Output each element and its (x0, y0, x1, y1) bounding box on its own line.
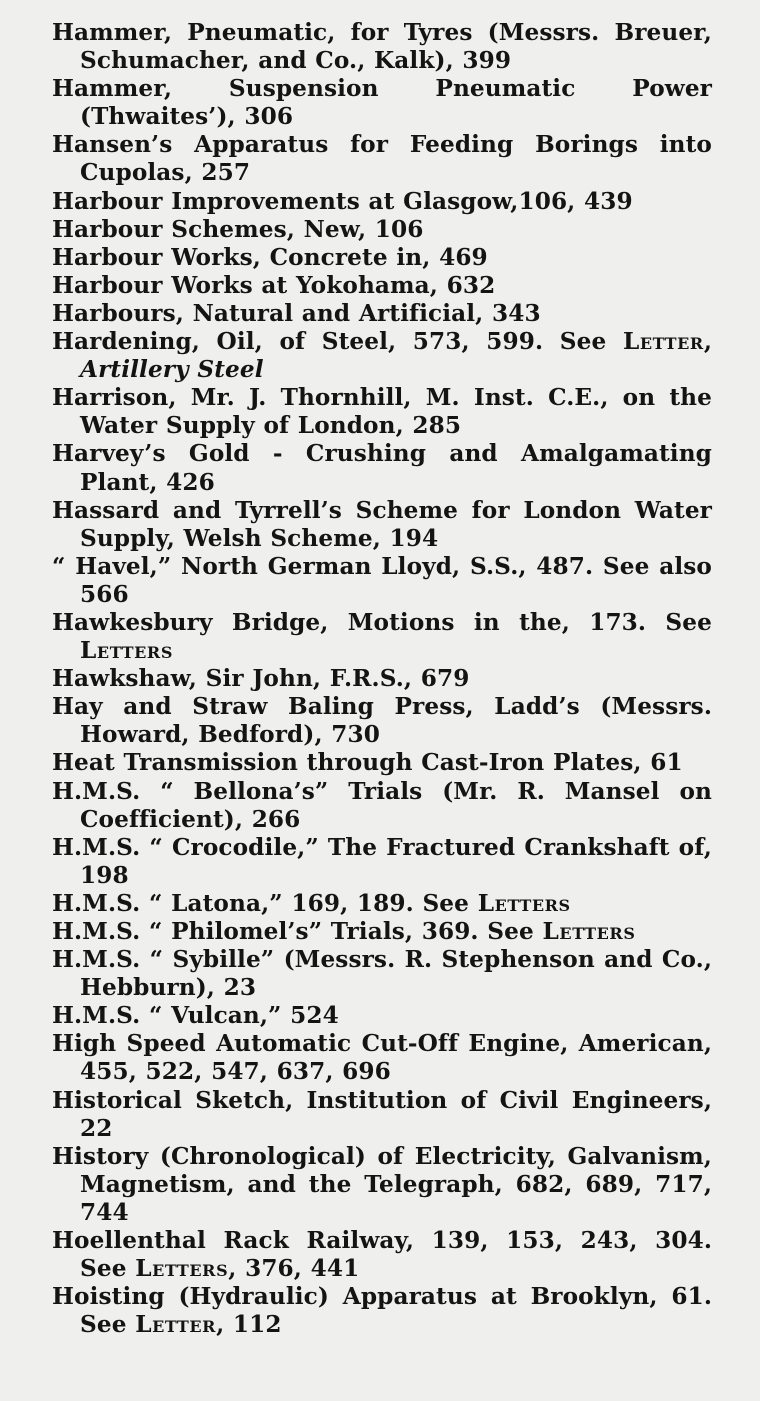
index-entry (52, 1227, 712, 1283)
entry-text: Harbour Works, Concrete in, 469 (52, 243, 488, 271)
entry-text: Harbour Improvements at Glasgow,106, 439 (52, 187, 633, 215)
entry-text: Harbour Schemes, New, 106 (52, 215, 424, 243)
index-entry (52, 609, 712, 665)
index-entry (52, 300, 712, 328)
entry-text: High Speed Automatic Cut-Off Engine, American, 455, 522, 547, 637, 696 (52, 1030, 712, 1086)
index-entry (52, 244, 712, 272)
entry-text: Hammer, Pneumatic, for Tyres (Messrs. Breuer, Schumacher, and Co., Kalk), 399 (52, 19, 712, 75)
entry-text: Hammer, Suspension Pneumatic Power (Thwaites’), 306 (52, 75, 712, 131)
cross-reference-label: Letters (477, 889, 571, 917)
entry-text: , 112 (216, 1311, 282, 1339)
cross-reference-topic: Artillery Steel (80, 356, 264, 384)
cross-reference-label: Letters (80, 637, 173, 665)
entry-text: Harbours, Natural and Artificial, 343 (52, 299, 541, 327)
entry-text: H.M.S. “ Latona,” 169, 189. See (52, 889, 478, 917)
index-entry (52, 1143, 712, 1227)
index-entry (52, 1283, 712, 1339)
entry-text: H.M.S. “ Crocodile,” The Fractured Crankshaft of, 198 (52, 833, 712, 889)
entry-text: , (703, 328, 712, 356)
index-entry-list (52, 19, 712, 1339)
index-entry (52, 890, 712, 918)
cross-reference-label: Letter (135, 1311, 217, 1339)
index-entry (52, 693, 712, 749)
entry-text: Harbour Works at Yokohama, 632 (52, 271, 496, 299)
index-entry (52, 665, 712, 693)
entry-text: Hoellenthal Rack Railway, 139, 153, 243, 304. See (52, 1227, 712, 1283)
index-entry (52, 778, 712, 834)
entry-text: Heat Transmission through Cast-Iron Plates, 61 (52, 749, 683, 777)
index-entry (52, 553, 712, 609)
entry-text: Hoisting (Hydraulic) Apparatus at Brooklyn, 61. See (52, 1283, 712, 1339)
entry-text: , 376, 441 (228, 1255, 360, 1283)
index-entry (52, 1002, 712, 1030)
index-entry (52, 1030, 712, 1086)
cross-reference-label: Letter (622, 328, 704, 356)
entry-text: H.M.S. “ Bellona’s” Trials (Mr. R. Mansel on Coefficient), 266 (52, 777, 712, 833)
entry-text: Hay and Straw Baling Press, Ladd’s (Messrs. Howard, Bedford), 730 (52, 693, 712, 749)
index-entry (52, 188, 712, 216)
index-entry (52, 918, 712, 946)
entry-text: Hansen’s Apparatus for Feeding Borings into Cupolas, 257 (52, 131, 712, 187)
entry-text: H.M.S. “ Sybille” (Messrs. R. Stephenson and Co., Hebburn), 23 (52, 946, 712, 1002)
entry-text: “ Havel,” North German Lloyd, S.S., 487. See also 566 (52, 552, 712, 608)
entry-text: Hardening, Oil, of Steel, 573, 599. See (52, 328, 623, 356)
index-entry (52, 1087, 712, 1143)
entry-text: Harrison, Mr. J. Thornhill, M. Inst. C.E., on the Water Supply of London, 285 (52, 384, 712, 440)
entry-text: Historical Sketch, Institution of Civil Engineers, 22 (52, 1086, 712, 1142)
entry-text: Hawkesbury Bridge, Motions in the, 173. See (52, 608, 712, 636)
index-entry (52, 384, 712, 440)
index-entry (52, 131, 712, 187)
index-entry (52, 328, 712, 384)
index-entry (52, 272, 712, 300)
index-entry (52, 19, 712, 75)
index-entry (52, 75, 712, 131)
entry-text: H.M.S. “ Philomel’s” Trials, 369. See (52, 918, 543, 945)
entry-text: History (Chronological) of Electricity, Galvanism, Magnetism, and the Telegraph, 682, 689, 717, 744 (52, 1142, 712, 1226)
cross-reference-label: Letters (542, 918, 636, 945)
index-entry (52, 216, 712, 244)
entry-text: Hassard and Tyrrell’s Scheme for London Water Supply, Welsh Scheme, 194 (52, 496, 712, 552)
entry-text: Hawkshaw, Sir John, F.R.S., 679 (52, 665, 470, 693)
entry-text: H.M.S. “ Vulcan,” 524 (52, 1002, 339, 1030)
index-entry (52, 440, 712, 496)
index-entry (52, 749, 712, 777)
index-entry (52, 834, 712, 890)
index-entry (52, 497, 712, 553)
cross-reference-label: Letters (135, 1255, 229, 1283)
index-entry (52, 946, 712, 1002)
entry-text: Harvey’s Gold - Crushing and Amalgamating Plant, 426 (52, 440, 712, 496)
